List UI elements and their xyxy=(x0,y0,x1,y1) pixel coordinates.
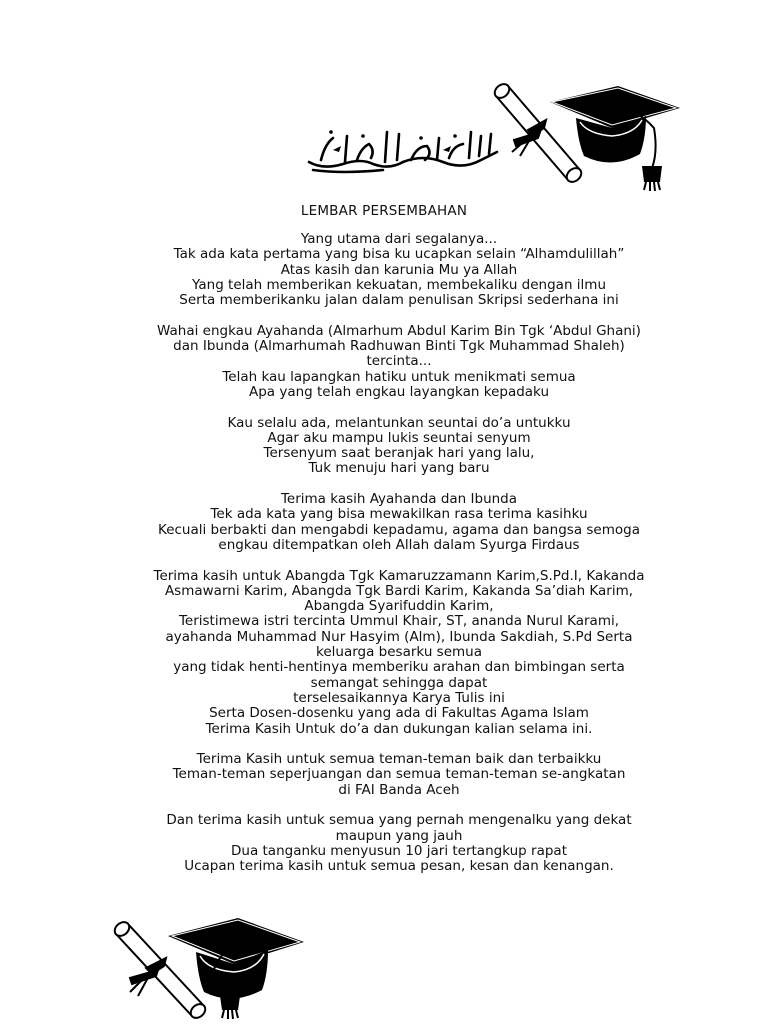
stanza-thanks-parents xyxy=(100,492,698,553)
text-line: Serta memberikanku jalan dalam penulisan Skripsi sederhana ini xyxy=(179,292,619,309)
text-line: Yang telah memberikan kekuatan, membekaliku dengan ilmu xyxy=(191,276,607,293)
text-line: Tuk menuju hari yang baru xyxy=(308,460,490,477)
text-line: keluarga besarku semua xyxy=(316,644,482,661)
text-line: Serta Dosen-dosenku yang ada di Fakultas Agama Islam xyxy=(209,705,589,722)
text-line: terselesaikannya Karya Tulis ini xyxy=(293,689,505,706)
text-line: Abangda Syarifuddin Karim, xyxy=(304,598,494,615)
text-line: semangat sehingga dapat xyxy=(310,674,488,691)
stanza-opening xyxy=(100,232,698,308)
stanza-closing xyxy=(100,813,698,874)
graduation-cap-diploma-icon xyxy=(108,912,308,1024)
text-line: Asmawarni Karim, Abangda Tgk Bardi Karim, Kakanda Sa’diah Karim, xyxy=(164,582,634,599)
dedication-text xyxy=(100,232,698,890)
text-line: di FAI Banda Aceh xyxy=(338,781,460,798)
text-line: Terima kasih Ayahanda dan Ibunda xyxy=(280,491,518,508)
text-line: Telah kau lapangkan hatiku untuk menikmati semua xyxy=(222,368,576,385)
text-line: Dan terima kasih untuk semua yang pernah mengenalku yang dekat xyxy=(166,812,632,829)
text-line: engkau ditempatkan oleh Allah dalam Syurga Firdaus xyxy=(218,536,580,553)
text-line: Atas kasih dan karunia Mu ya Allah xyxy=(280,261,518,278)
text-line: Ucapan terima kasih untuk semua pesan, kesan dan kenangan. xyxy=(184,858,614,875)
text-line: maupun yang jauh xyxy=(335,827,463,844)
text-line: Kecuali berbakti dan mengabdi kepadamu, agama dan bangsa semoga xyxy=(158,521,640,538)
text-line: Teristimewa istri tercinta Ummul Khair, ST, ananda Nurul Karami, xyxy=(178,613,620,630)
stanza-parents xyxy=(100,324,698,400)
document-title: LEMBAR PERSEMBAHAN xyxy=(300,203,468,219)
text-line: Wahai engkau Ayahanda (Almarhum Abdul Karim Bin Tgk ‘Abdul Ghani) xyxy=(157,322,641,339)
text-line: Apa yang telah engkau layangkan kepadaku xyxy=(248,383,550,400)
stanza-prayer xyxy=(100,416,698,477)
text-line: Dua tanganku menyusun 10 jari tertangkup rapat xyxy=(231,842,567,859)
text-line: Kau selalu ada, melantunkan seuntai do’a untukku xyxy=(227,414,571,431)
text-line: Agar aku mampu lukis seuntai senyum xyxy=(267,429,531,446)
text-line: Tak ada kata pertama yang bisa ku ucapkan selain “Alhamdulillah” xyxy=(173,246,625,263)
text-line: Tersenyum saat beranjak hari yang lalu, xyxy=(263,445,535,462)
text-line: Terima Kasih Untuk do’a dan dukungan kalian selama ini. xyxy=(205,720,593,737)
text-line: tercinta... xyxy=(366,353,432,370)
graduation-cap-diploma-icon xyxy=(488,82,683,194)
basmalah-calligraphy-icon xyxy=(303,124,503,174)
text-line: Terima Kasih untuk semua teman-teman baik dan terbaikku xyxy=(196,751,602,768)
stanza-thanks-family xyxy=(100,569,698,737)
text-line: Tek ada kata yang bisa mewakilkan rasa terima kasihku xyxy=(210,506,588,523)
text-line: dan Ibunda (Almarhumah Radhuwan Binti Tgk Muhammad Shaleh) xyxy=(173,338,625,355)
text-line: ayahanda Muhammad Nur Hasyim (Alm), Ibunda Sakdiah, S.Pd Serta xyxy=(165,628,633,645)
text-line: Teman-teman seperjuangan dan semua teman-teman se-angkatan xyxy=(172,766,626,783)
stanza-thanks-friends xyxy=(100,752,698,798)
text-line: Yang utama dari segalanya... xyxy=(300,231,498,247)
text-line: Terima kasih untuk Abangda Tgk Kamaruzzamann Karim,S.Pd.I, Kakanda xyxy=(153,567,645,584)
text-line: yang tidak henti-hentinya memberiku arahan dan bimbingan serta xyxy=(173,659,625,676)
